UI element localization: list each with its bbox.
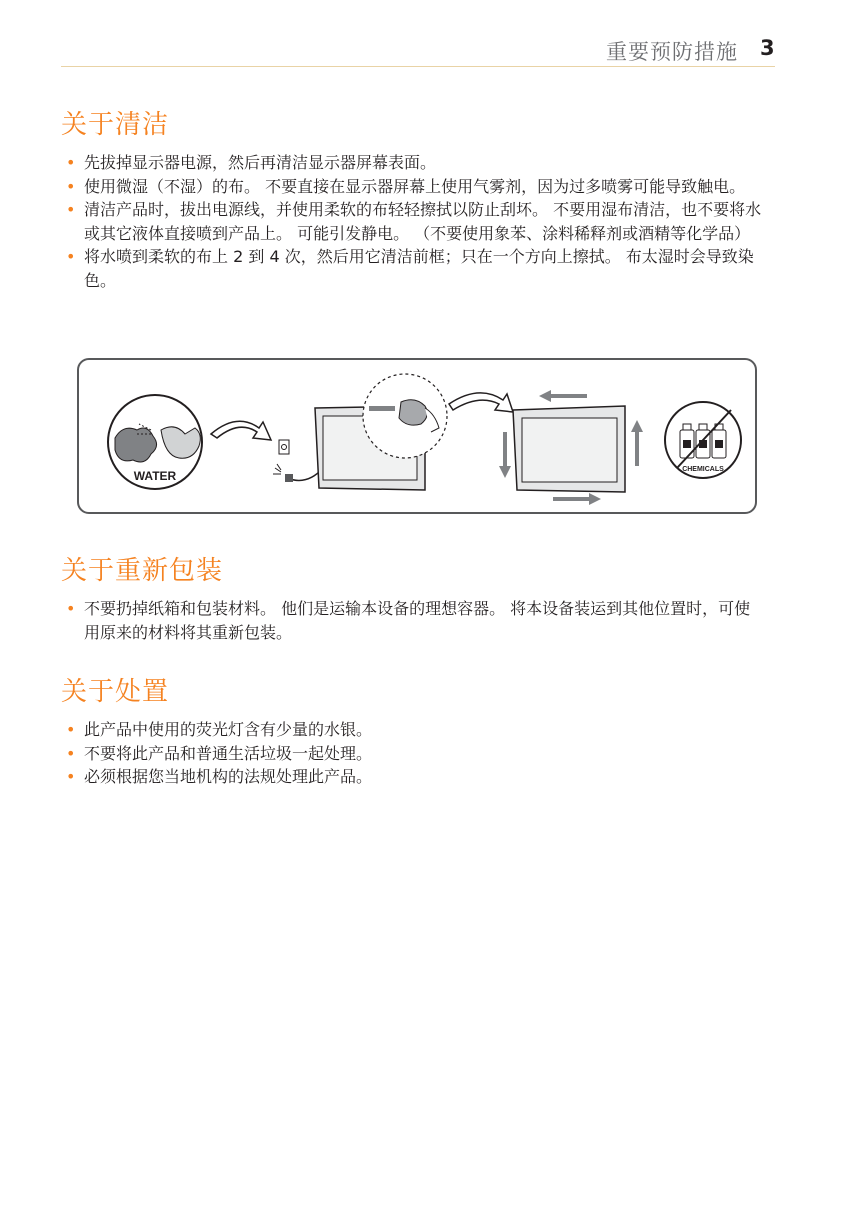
disposal-list xyxy=(66,718,766,789)
repackaging-list xyxy=(66,597,766,644)
section-heading-cleaning: 关于清洁 xyxy=(61,110,170,140)
list-item: • 使用微湿（不湿）的布。 不要直接在显示器屏幕上使用气雾剂，因为过多喷雾可能导致触电。 xyxy=(66,175,766,199)
cleaning-illustration xyxy=(77,358,757,514)
arrow-icon xyxy=(211,421,271,440)
monitor-icon xyxy=(513,406,625,492)
water-spray-icon xyxy=(108,395,202,489)
no-chemicals-icon xyxy=(665,402,741,478)
power-plug-icon xyxy=(273,440,323,482)
section-heading-repackaging: 关于重新包装 xyxy=(61,556,224,586)
water-label: WATER xyxy=(133,469,177,483)
list-item: • 先拔掉显示器电源，然后再清洁显示器屏幕表面。 xyxy=(66,151,766,175)
list-item: • 不要扔掉纸箱和包装材料。 他们是运输本设备的理想容器。 将本设备装运到其他位置时，可使用原来的材料将其重新包装。 xyxy=(66,597,766,644)
page-number: 3 xyxy=(760,36,775,60)
list-item: • 清洁产品时，拔出电源线，并使用柔软的布轻轻擦拭以防止刮坏。 不要用湿布清洁，也不要将水或其它液体直接喷到产品上。 可能引发静电。 （不要使用象苯、涂料稀释剂或酒精等化学品） xyxy=(66,198,766,245)
list-item: • 不要将此产品和普通生活垃圾一起处理。 xyxy=(66,742,766,766)
header-divider xyxy=(61,66,775,67)
section-heading-disposal: 关于处置 xyxy=(61,677,170,707)
cloth-wipe-icon xyxy=(363,374,447,458)
list-item: • 将水喷到柔软的布上 2 到 4 次，然后用它清洁前框；只在一个方向上擦拭。 布太湿时会导致染色。 xyxy=(66,245,766,292)
arrow-icon xyxy=(449,393,513,412)
chemicals-label: CHEMICALS xyxy=(682,466,724,473)
list-item: • 必须根据您当地机构的法规处理此产品。 xyxy=(66,765,766,789)
cleaning-illustration-drawing xyxy=(79,360,759,516)
list-item: • 此产品中使用的荧光灯含有少量的水银。 xyxy=(66,718,766,742)
cleaning-list xyxy=(66,151,766,292)
header-title: 重要预防措施 xyxy=(606,40,738,64)
